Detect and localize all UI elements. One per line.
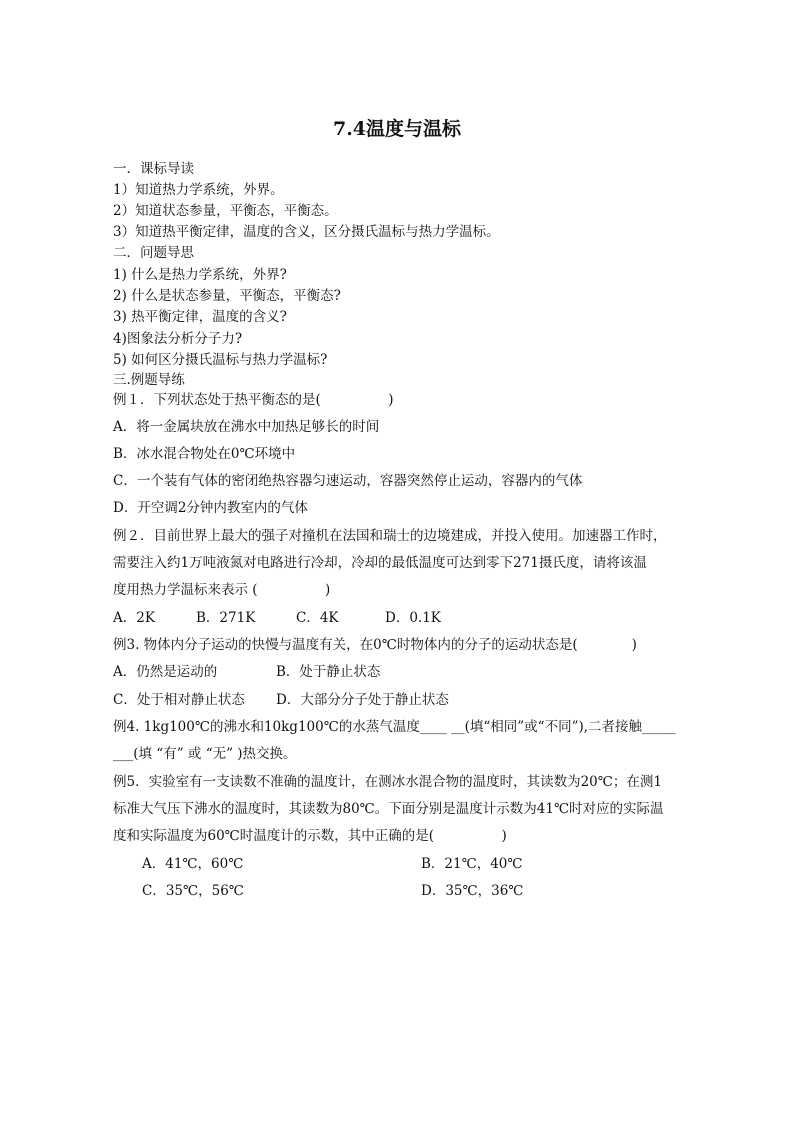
question5-option-d: D．35℃，36℃	[421, 883, 524, 899]
question3-option-b: B．处于静止状态	[276, 664, 381, 680]
question2-option-a: A．2K	[113, 610, 155, 626]
question2-option-b: B．271K	[196, 610, 256, 626]
section2-item: 1) 什么是热力学系统，外界?	[113, 267, 287, 283]
question1-option-d: D．开空调2分钟内教室内的气体	[113, 500, 308, 516]
question2-line: 需要注入约1万吨液氮对电路进行冷却，冷却的最低温度可达到零下271摄氏度，请将该温	[113, 555, 647, 571]
question3-option-c: C．处于相对静止状态	[113, 692, 245, 708]
question1-option-a: A．将一金属块放在沸水中加热足够长的时间	[113, 419, 380, 435]
question4-line: ___(填 “有” 或 “无” )热交换。	[113, 746, 297, 762]
question1-option-c: C．一个装有气体的密闭绝热容器匀速运动，容器突然停止运动，容器内的气体	[113, 473, 583, 489]
question3-stem: 例3. 物体内分子运动的快慢与温度有关，在0℃时物体内的分子的运动状态是( )	[113, 637, 637, 653]
section2-heading: 二．问题导思	[113, 245, 194, 261]
question2-option-d: D．0.1K	[385, 610, 441, 626]
section1-item: 1）知道热力学系统，外界。	[113, 182, 284, 198]
section2-item: 3) 热平衡定律，温度的含义?	[113, 309, 287, 325]
section1-item: 2）知道状态参量，平衡态，平衡态。	[113, 203, 338, 219]
question1-option-b: B．冰水混合物处在0℃环境中	[113, 446, 296, 462]
question2-line: 度用热力学温标来表示 ( )	[113, 582, 331, 598]
section3-heading: 三.例题导练	[113, 372, 185, 388]
question5-option-c: C．35℃，56℃	[142, 883, 244, 899]
question5-line: 度和实际温度为60℃时温度计的示数，其中正确的是( )	[113, 828, 507, 844]
question5-line: 例5．实验室有一支读数不准确的温度计，在测冰水混合物的温度时，其读数为20℃；在测1	[113, 774, 662, 790]
question1-stem: 例１．下列状态处于热平衡态的是( )	[113, 392, 394, 408]
question5-line: 标准大气压下沸水的温度时，其读数为80℃。下面分别是温度计示数为41℃时对应的实际温	[113, 801, 664, 817]
question2-option-c: C．4K	[296, 610, 339, 626]
question3-option-d: D．大部分分子处于静止状态	[276, 692, 449, 708]
question5-option-a: A．41℃，60℃	[142, 856, 244, 872]
section2-item: 4)图象法分析分子力?	[113, 331, 243, 347]
question3-option-a: A．仍然是运动的	[113, 664, 218, 680]
question4-line: 例4. 1kg100℃的沸水和10kg100℃的水蒸气温度____ __(填“相同”或“不同”),二者接触_____	[113, 719, 676, 735]
question5-option-b: B．21℃，40℃	[421, 856, 523, 872]
section1-item: 3）知道热平衡定律，温度的含义，区分摄氏温标与热力学温标。	[113, 224, 500, 240]
section2-item: 2) 什么是状态参量，平衡态，平衡态?	[113, 288, 341, 304]
page-title: 7.4温度与温标	[332, 118, 462, 140]
section2-item: 5) 如何区分摄氏温标与热力学温标?	[113, 352, 328, 368]
section1-heading: 一．课标导读	[113, 161, 194, 177]
question2-line: 例２．目前世界上最大的强子对撞机在法国和瑞士的边境建成，并投入使用。加速器工作时，	[113, 528, 667, 544]
